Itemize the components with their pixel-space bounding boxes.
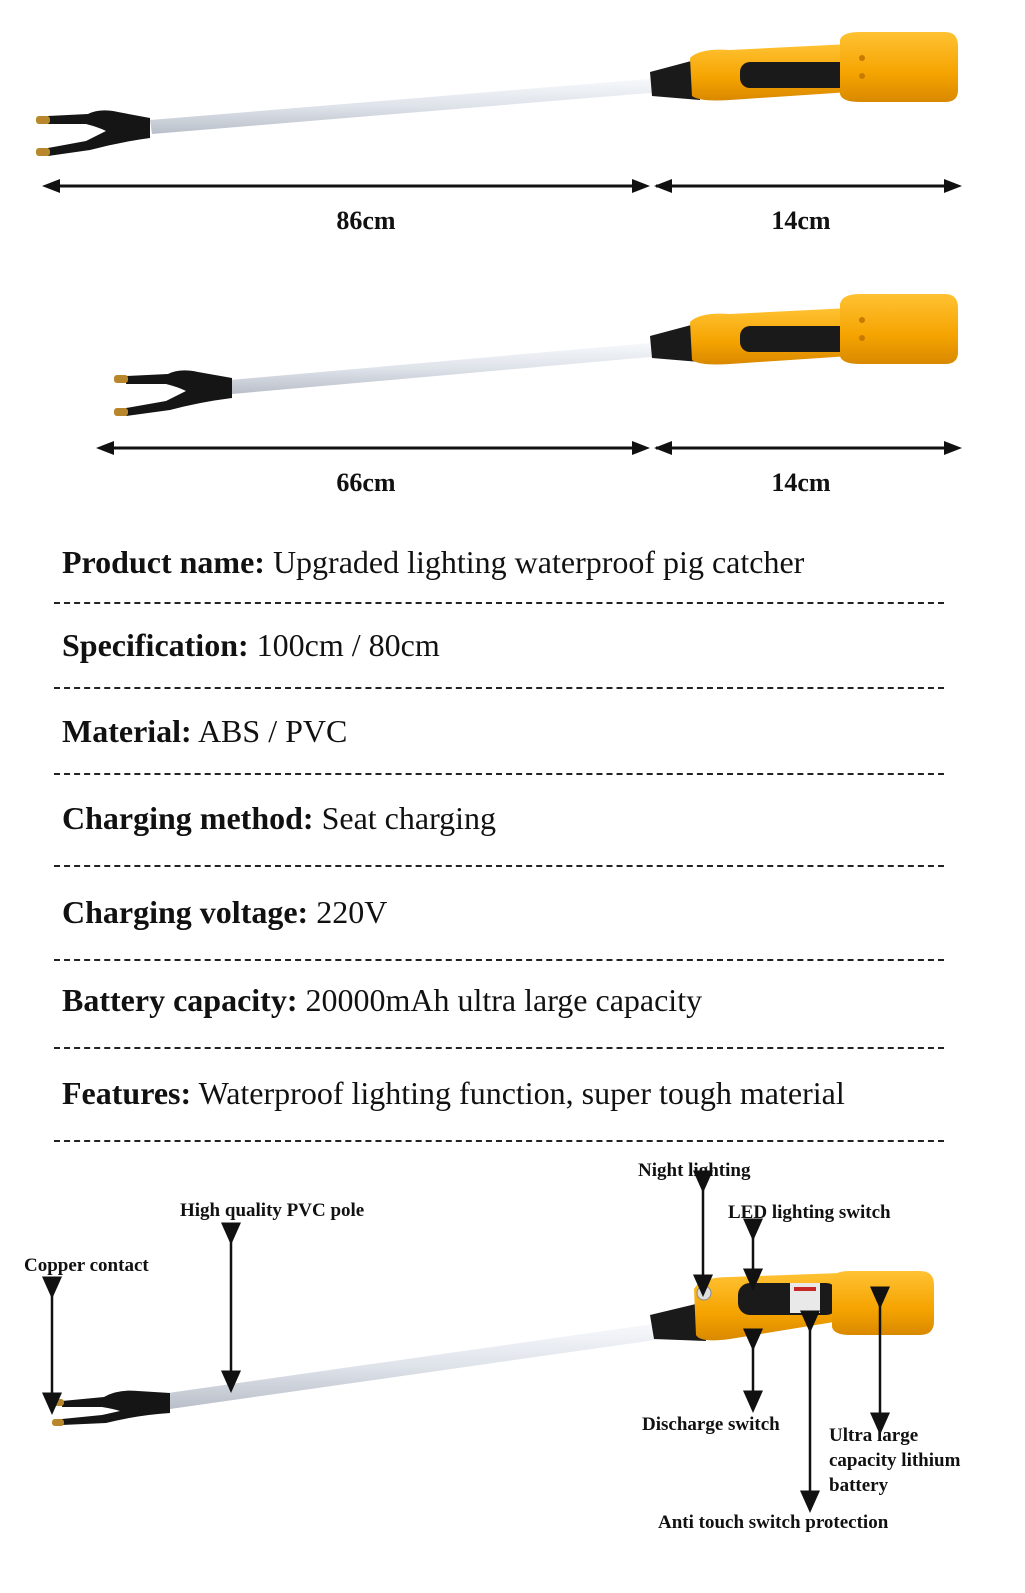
spec-value: 220V — [316, 894, 388, 930]
spec-specification — [62, 627, 440, 664]
callout-battery-line2: capacity lithium — [829, 1450, 961, 1471]
long-dimension-arrows — [0, 176, 1025, 196]
long-catcher-image — [0, 0, 1025, 180]
spec-battery-capacity — [62, 982, 702, 1019]
divider — [54, 687, 944, 689]
callout-copper-contact: Copper contact — [24, 1255, 149, 1276]
spec-charging-voltage — [62, 894, 387, 931]
divider — [54, 959, 944, 961]
spec-key: Material: — [62, 713, 192, 749]
callout-battery-line3: battery — [829, 1475, 889, 1496]
spec-key: Features: — [62, 1075, 192, 1111]
callout-anti-touch: Anti touch switch protection — [658, 1512, 889, 1533]
spec-value: Waterproof lighting function, super tough material — [198, 1075, 845, 1111]
spec-material — [62, 713, 347, 750]
divider — [54, 773, 944, 775]
callout-led-switch: LED lighting switch — [728, 1202, 891, 1223]
spec-value: Seat charging — [321, 800, 497, 836]
divider — [54, 602, 944, 604]
callout-pvc-pole: High quality PVC pole — [180, 1200, 365, 1221]
spec-key: Charging voltage: — [62, 894, 309, 930]
spec-key: Charging method: — [62, 800, 314, 836]
spec-value: Upgraded lighting waterproof pig catcher — [272, 544, 805, 580]
spec-product-name — [62, 544, 804, 581]
divider — [54, 865, 944, 867]
spec-value: ABS / PVC — [197, 713, 348, 749]
short-handle-length: 14cm — [771, 468, 831, 497]
short-dimension-arrows — [0, 438, 1025, 458]
divider — [54, 1047, 944, 1049]
short-catcher-image — [0, 280, 1025, 430]
divider — [54, 1140, 944, 1142]
long-pole-length: 86cm — [336, 206, 396, 235]
spec-charging-method — [62, 800, 496, 837]
callout-battery-line1: Ultra large — [829, 1425, 919, 1446]
spec-key: Battery capacity: — [62, 982, 298, 1018]
spec-features — [62, 1075, 845, 1112]
long-handle-length: 14cm — [771, 206, 831, 235]
spec-value: 100cm / 80cm — [256, 627, 440, 663]
callout-night-lighting: Night lighting — [638, 1160, 751, 1181]
spec-value: 20000mAh ultra large capacity — [305, 982, 703, 1018]
spec-key: Specification: — [62, 627, 249, 663]
short-pole-length: 66cm — [336, 468, 396, 497]
callout-discharge-switch: Discharge switch — [642, 1414, 780, 1435]
spec-key: Product name: — [62, 544, 265, 580]
callout-battery — [829, 1423, 960, 1498]
